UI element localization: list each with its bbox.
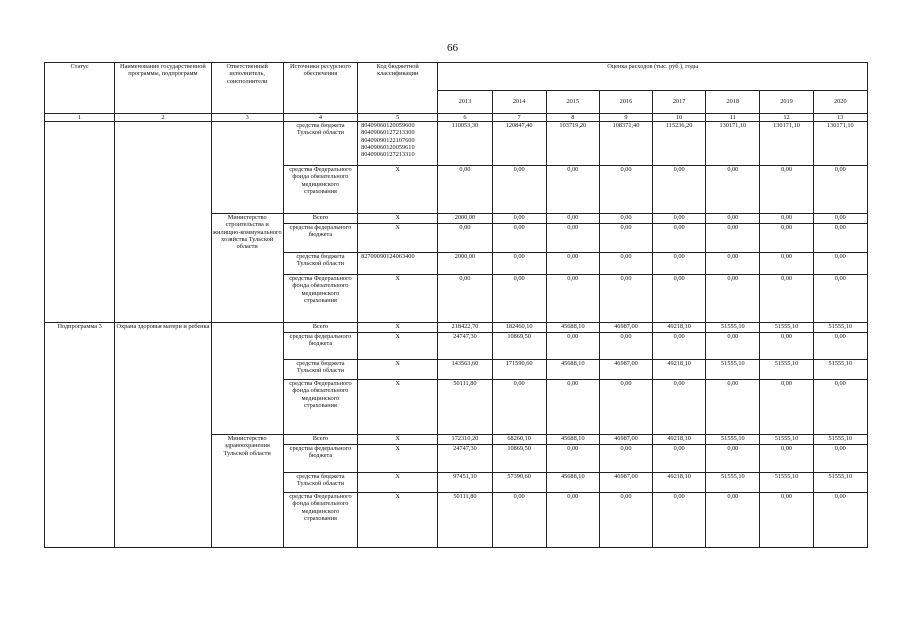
expense-value-cell: 45688,10 <box>546 323 599 333</box>
program-name-cell: Охрана здоровья матери и ребенка <box>115 323 211 548</box>
expense-value-cell: 0,00 <box>760 275 813 323</box>
budget-code-cell: X <box>358 493 438 548</box>
table-body <box>45 122 868 548</box>
expense-value-cell: 51555,10 <box>706 435 760 445</box>
executor-cell <box>211 122 283 214</box>
expense-value-cell: 0,00 <box>760 333 813 360</box>
expense-value-cell: 0,00 <box>546 493 599 548</box>
expense-value-cell: 0,00 <box>546 166 599 214</box>
expense-value-cell: 0,00 <box>546 253 599 275</box>
program-name-header: Наименование государственной программы, подпрограмм <box>115 63 211 114</box>
expense-value-cell: 46987,00 <box>599 323 652 333</box>
expense-value-cell: 49218,10 <box>653 473 706 493</box>
year-header: 2015 <box>546 91 599 114</box>
expense-value-cell: 115236,20 <box>653 122 706 166</box>
expense-value-cell: 0,00 <box>653 214 706 224</box>
expense-value-cell: 24747,30 <box>438 333 492 360</box>
expense-value-cell: 130171,10 <box>760 122 813 166</box>
expense-value-cell: 0,00 <box>813 493 867 548</box>
executor-cell: Министерство здравоохранения Тульской области <box>211 435 283 548</box>
expense-value-cell: 46987,00 <box>599 360 652 380</box>
expense-value-cell: 0,00 <box>813 445 867 473</box>
budget-code-cell: X <box>358 473 438 493</box>
expense-value-cell: 68260,10 <box>492 435 546 445</box>
source-cell: средства бюджета Тульской области <box>283 473 357 493</box>
expense-value-cell: 0,00 <box>760 493 813 548</box>
expense-value-cell: 0,00 <box>760 224 813 253</box>
year-header: 2013 <box>438 91 492 114</box>
budget-code-cell: X <box>358 445 438 473</box>
expense-value-cell: 51555,10 <box>813 360 867 380</box>
expense-value-cell: 0,00 <box>599 166 652 214</box>
expense-value-cell: 130171,10 <box>813 122 867 166</box>
expense-value-cell: 0,00 <box>760 445 813 473</box>
executor-header: Ответственный исполнитель, соисполнители <box>211 63 283 114</box>
expense-value-cell: 0,00 <box>599 224 652 253</box>
expense-value-cell: 172310,20 <box>438 435 492 445</box>
expense-value-cell: 0,00 <box>706 493 760 548</box>
expense-value-cell: 0,00 <box>706 333 760 360</box>
expense-value-cell: 51555,10 <box>760 323 813 333</box>
expense-value-cell: 0,00 <box>813 253 867 275</box>
expense-value-cell: 0,00 <box>546 445 599 473</box>
expense-value-cell: 51555,10 <box>813 323 867 333</box>
expense-value-cell: 0,00 <box>546 214 599 224</box>
expense-value-cell: 57390,60 <box>492 473 546 493</box>
budget-code-cell: X <box>358 214 438 224</box>
source-cell: средства федерального бюджета <box>283 445 357 473</box>
status-header: Статус <box>45 63 115 114</box>
expense-value-cell: 0,00 <box>706 214 760 224</box>
source-cell: средства Федерального фонда обязательного медицинского страхования <box>283 275 357 323</box>
expense-value-cell: 45688,10 <box>546 360 599 380</box>
source-cell: Всего <box>283 214 357 224</box>
expense-value-cell: 0,00 <box>438 275 492 323</box>
expense-value-cell: 0,00 <box>599 253 652 275</box>
source-cell: средства бюджета Тульской области <box>283 360 357 380</box>
expense-value-cell: 0,00 <box>706 253 760 275</box>
expense-value-cell: 0,00 <box>599 333 652 360</box>
expense-value-cell: 0,00 <box>599 214 652 224</box>
budget-code-header: Код бюджетной классификации <box>358 63 438 114</box>
expense-value-cell: 0,00 <box>706 445 760 473</box>
expense-value-cell: 51555,10 <box>706 323 760 333</box>
expense-value-cell: 51555,10 <box>760 473 813 493</box>
column-index-cell: 10 <box>653 114 706 122</box>
expense-value-cell: 0,00 <box>813 214 867 224</box>
expense-value-cell: 0,00 <box>653 493 706 548</box>
expense-value-cell: 0,00 <box>599 275 652 323</box>
header-row <box>45 63 868 91</box>
source-cell: Всего <box>283 435 357 445</box>
expense-value-cell: 0,00 <box>492 224 546 253</box>
budget-code-cell: X <box>358 166 438 214</box>
table-row <box>45 122 868 166</box>
year-header: 2018 <box>706 91 760 114</box>
expense-value-cell: 0,00 <box>813 224 867 253</box>
expense-value-cell: 171590,60 <box>492 360 546 380</box>
expense-value-cell: 0,00 <box>706 380 760 435</box>
year-header: 2017 <box>653 91 706 114</box>
expense-value-cell: 0,00 <box>546 380 599 435</box>
expense-value-cell: 0,00 <box>760 166 813 214</box>
column-index-cell: 11 <box>706 114 760 122</box>
sources-header: Источники ресурсного обеспечения <box>283 63 357 114</box>
column-index-cell: 1 <box>45 114 115 122</box>
source-cell: средства Федерального фонда обязательного медицинского страхования <box>283 166 357 214</box>
source-cell: средства бюджета Тульской области <box>283 253 357 275</box>
expense-value-cell: 0,00 <box>706 166 760 214</box>
expense-value-cell: 0,00 <box>599 380 652 435</box>
budget-code-cell: X <box>358 435 438 445</box>
expense-value-cell: 0,00 <box>492 493 546 548</box>
expense-value-cell: 51555,10 <box>706 473 760 493</box>
program-name-cell <box>115 122 211 323</box>
expense-value-cell: 0,00 <box>813 333 867 360</box>
executor-cell: Министерство строительства и жилищно-коммунального хозяйства Тульской области <box>211 214 283 323</box>
expense-value-cell: 0,00 <box>546 224 599 253</box>
expense-value-cell: 2000,00 <box>438 214 492 224</box>
expense-value-cell: 0,00 <box>599 493 652 548</box>
expense-value-cell: 0,00 <box>653 275 706 323</box>
expense-value-cell: 0,00 <box>760 214 813 224</box>
expense-value-cell: 45688,10 <box>546 473 599 493</box>
expense-value-cell: 0,00 <box>706 275 760 323</box>
source-cell: средства Федерального фонда обязательного медицинского страхования <box>283 493 357 548</box>
expense-value-cell: 51555,10 <box>760 360 813 380</box>
expense-value-cell: 51555,10 <box>760 435 813 445</box>
expense-value-cell: 0,00 <box>492 214 546 224</box>
expense-value-cell: 0,00 <box>492 275 546 323</box>
budget-code-cell: X <box>358 380 438 435</box>
expense-value-cell: 0,00 <box>653 224 706 253</box>
expense-value-cell: 143563,60 <box>438 360 492 380</box>
status-cell: Подпрограмма 3 <box>45 323 115 548</box>
budget-code-cell: X <box>358 323 438 333</box>
budget-code-cell: 80409060120059600 80409060127213300 80409090122107600 80409060120059610 80409060127213310 <box>358 122 438 166</box>
expense-value-cell: 0,00 <box>653 253 706 275</box>
expense-value-cell: 97451,10 <box>438 473 492 493</box>
budget-code-cell: X <box>358 333 438 360</box>
expense-value-cell: 0,00 <box>492 166 546 214</box>
expenses-header: Оценка расходов (тыс. руб.), годы <box>438 63 868 91</box>
expense-value-cell: 51555,10 <box>706 360 760 380</box>
source-cell: средства федерального бюджета <box>283 224 357 253</box>
expense-value-cell: 10869,50 <box>492 445 546 473</box>
expense-value-cell: 110053,30 <box>438 122 492 166</box>
year-header: 2019 <box>760 91 813 114</box>
budget-code-cell: X <box>358 275 438 323</box>
expense-value-cell: 46987,00 <box>599 473 652 493</box>
budget-code-cell: X <box>358 224 438 253</box>
expense-value-cell: 45688,10 <box>546 435 599 445</box>
expense-value-cell: 2000,00 <box>438 253 492 275</box>
expense-value-cell: 130171,10 <box>706 122 760 166</box>
expense-value-cell: 0,00 <box>653 445 706 473</box>
expense-value-cell: 49218,10 <box>653 435 706 445</box>
expense-value-cell: 120847,40 <box>492 122 546 166</box>
budget-code-cell: 82709090124063400 <box>358 253 438 275</box>
year-header: 2014 <box>492 91 546 114</box>
budget-table <box>44 62 868 548</box>
year-header: 2020 <box>813 91 867 114</box>
year-header: 2016 <box>599 91 652 114</box>
column-index-cell: 3 <box>211 114 283 122</box>
column-index-cell: 4 <box>283 114 357 122</box>
source-cell: средства бюджета Тульской области <box>283 122 357 166</box>
executor-cell <box>211 323 283 435</box>
expense-value-cell: 0,00 <box>813 166 867 214</box>
expense-value-cell: 0,00 <box>653 380 706 435</box>
column-index-cell: 13 <box>813 114 867 122</box>
column-index-row <box>45 114 868 122</box>
expense-value-cell: 10869,50 <box>492 333 546 360</box>
expense-value-cell: 50111,80 <box>438 380 492 435</box>
expense-value-cell: 108371,40 <box>599 122 652 166</box>
expense-value-cell: 0,00 <box>653 166 706 214</box>
column-index-cell: 12 <box>760 114 813 122</box>
table-row <box>45 323 868 333</box>
column-index-cell: 2 <box>115 114 211 122</box>
expense-value-cell: 50111,80 <box>438 493 492 548</box>
source-cell: средства Федерального фонда обязательного медицинского страхования <box>283 380 357 435</box>
expense-value-cell: 0,00 <box>813 380 867 435</box>
expense-value-cell: 24747,30 <box>438 445 492 473</box>
expense-value-cell: 0,00 <box>653 333 706 360</box>
expense-value-cell: 0,00 <box>492 253 546 275</box>
expense-value-cell: 46987,00 <box>599 435 652 445</box>
expense-value-cell: 0,00 <box>438 166 492 214</box>
expense-value-cell: 0,00 <box>599 445 652 473</box>
expense-value-cell: 0,00 <box>546 275 599 323</box>
expense-value-cell: 49218,10 <box>653 323 706 333</box>
column-index-cell: 6 <box>438 114 492 122</box>
budget-code-cell: X <box>358 360 438 380</box>
source-cell: Всего <box>283 323 357 333</box>
expense-value-cell: 0,00 <box>706 224 760 253</box>
page-number: 66 <box>447 42 458 54</box>
expense-value-cell: 182460,10 <box>492 323 546 333</box>
expense-value-cell: 0,00 <box>760 380 813 435</box>
expense-value-cell: 0,00 <box>760 253 813 275</box>
expense-value-cell: 51555,10 <box>813 435 867 445</box>
expense-value-cell: 103719,20 <box>546 122 599 166</box>
expense-value-cell: 0,00 <box>546 333 599 360</box>
expense-value-cell: 218422,70 <box>438 323 492 333</box>
status-cell <box>45 122 115 323</box>
column-index-cell: 7 <box>492 114 546 122</box>
column-index-cell: 5 <box>358 114 438 122</box>
expense-value-cell: 49218,10 <box>653 360 706 380</box>
column-index-cell: 9 <box>599 114 652 122</box>
column-index-cell: 8 <box>546 114 599 122</box>
expense-value-cell: 0,00 <box>813 275 867 323</box>
expense-value-cell: 0,00 <box>492 380 546 435</box>
expense-value-cell: 0,00 <box>438 224 492 253</box>
expense-value-cell: 51555,10 <box>813 473 867 493</box>
source-cell: средства федерального бюджета <box>283 333 357 360</box>
